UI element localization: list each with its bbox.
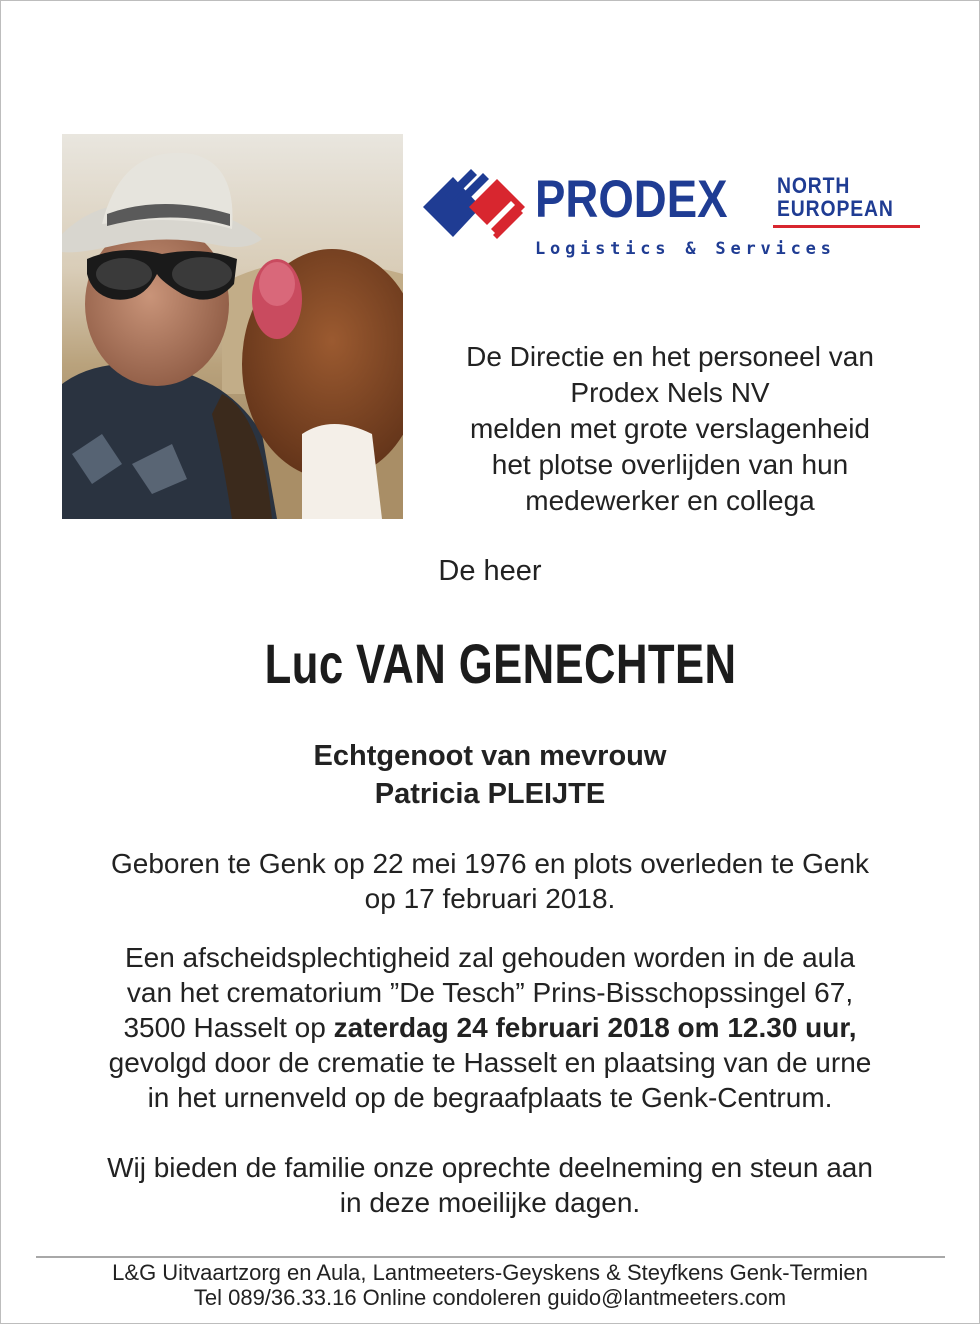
birth-paragraph xyxy=(20,846,960,916)
honorific: De heer xyxy=(438,555,542,587)
logo-underline xyxy=(773,225,920,228)
ceremony-line: Een afscheidsplechtigheid zal gehouden worden in de aula xyxy=(124,942,856,973)
logo-north-text: NORTH xyxy=(777,173,851,198)
prodex-logo xyxy=(423,165,923,265)
intro-line: melden met grote verslagenheid xyxy=(469,413,870,444)
footer-contact: Tel 089/36.33.16 Online condoleren guido@lantmeeters.com xyxy=(193,1285,787,1310)
intro-line: Prodex Nels NV xyxy=(570,377,770,408)
logo-european-text: EUROPEAN xyxy=(777,196,894,221)
birth-line: op 17 februari 2018. xyxy=(364,883,616,914)
condolence-line: in deze moeilijke dagen. xyxy=(339,1187,641,1218)
condolence-line: Wij bieden de familie onze oprechte deelneming en steun aan xyxy=(107,1152,873,1183)
ceremony-line: in het urnenveld op de begraafplaats te Genk-Centrum. xyxy=(147,1082,833,1113)
spouse-line: Echtgenoot van mevrouw xyxy=(313,740,667,772)
footer-funeral-home: L&G Uitvaartzorg en Aula, Lantmeeters-Geyskens & Steyfkens Genk-Termien xyxy=(112,1260,868,1285)
footer-divider xyxy=(36,1256,945,1258)
prodex-emblem-icon xyxy=(423,165,533,245)
logo-tagline: Logistics & Services xyxy=(535,239,836,259)
intro-text xyxy=(405,339,935,519)
logo-brand-text: PRODEX xyxy=(535,170,728,229)
footer xyxy=(0,1260,980,1310)
spouse-info xyxy=(0,737,980,813)
deceased-name: Luc VAN GENECHTEN xyxy=(264,632,737,695)
intro-line: medewerker en collega xyxy=(525,485,815,516)
intro-line: De Directie en het personeel van xyxy=(466,341,874,372)
intro-line: het plotse overlijden van hun xyxy=(491,449,849,480)
birth-line: Geboren te Genk op 22 mei 1976 en plots overleden te Genk xyxy=(110,848,870,879)
condolence-paragraph xyxy=(20,1150,960,1220)
ceremony-line xyxy=(20,1010,960,1045)
portrait-photo xyxy=(62,134,403,519)
ceremony-line: van het crematorium ”De Tesch” Prins-Bisschopssingel 67, xyxy=(126,977,854,1008)
ceremony-line: gevolgd door de crematie te Hasselt en plaatsing van de urne xyxy=(108,1047,872,1078)
spouse-name: Patricia PLEIJTE xyxy=(374,778,606,810)
ceremony-paragraph xyxy=(20,940,960,1115)
ceremony-location: 3500 Hasselt op xyxy=(123,1012,334,1043)
ceremony-datetime: zaterdag 24 februari 2018 om 12.30 uur, xyxy=(333,1012,857,1043)
